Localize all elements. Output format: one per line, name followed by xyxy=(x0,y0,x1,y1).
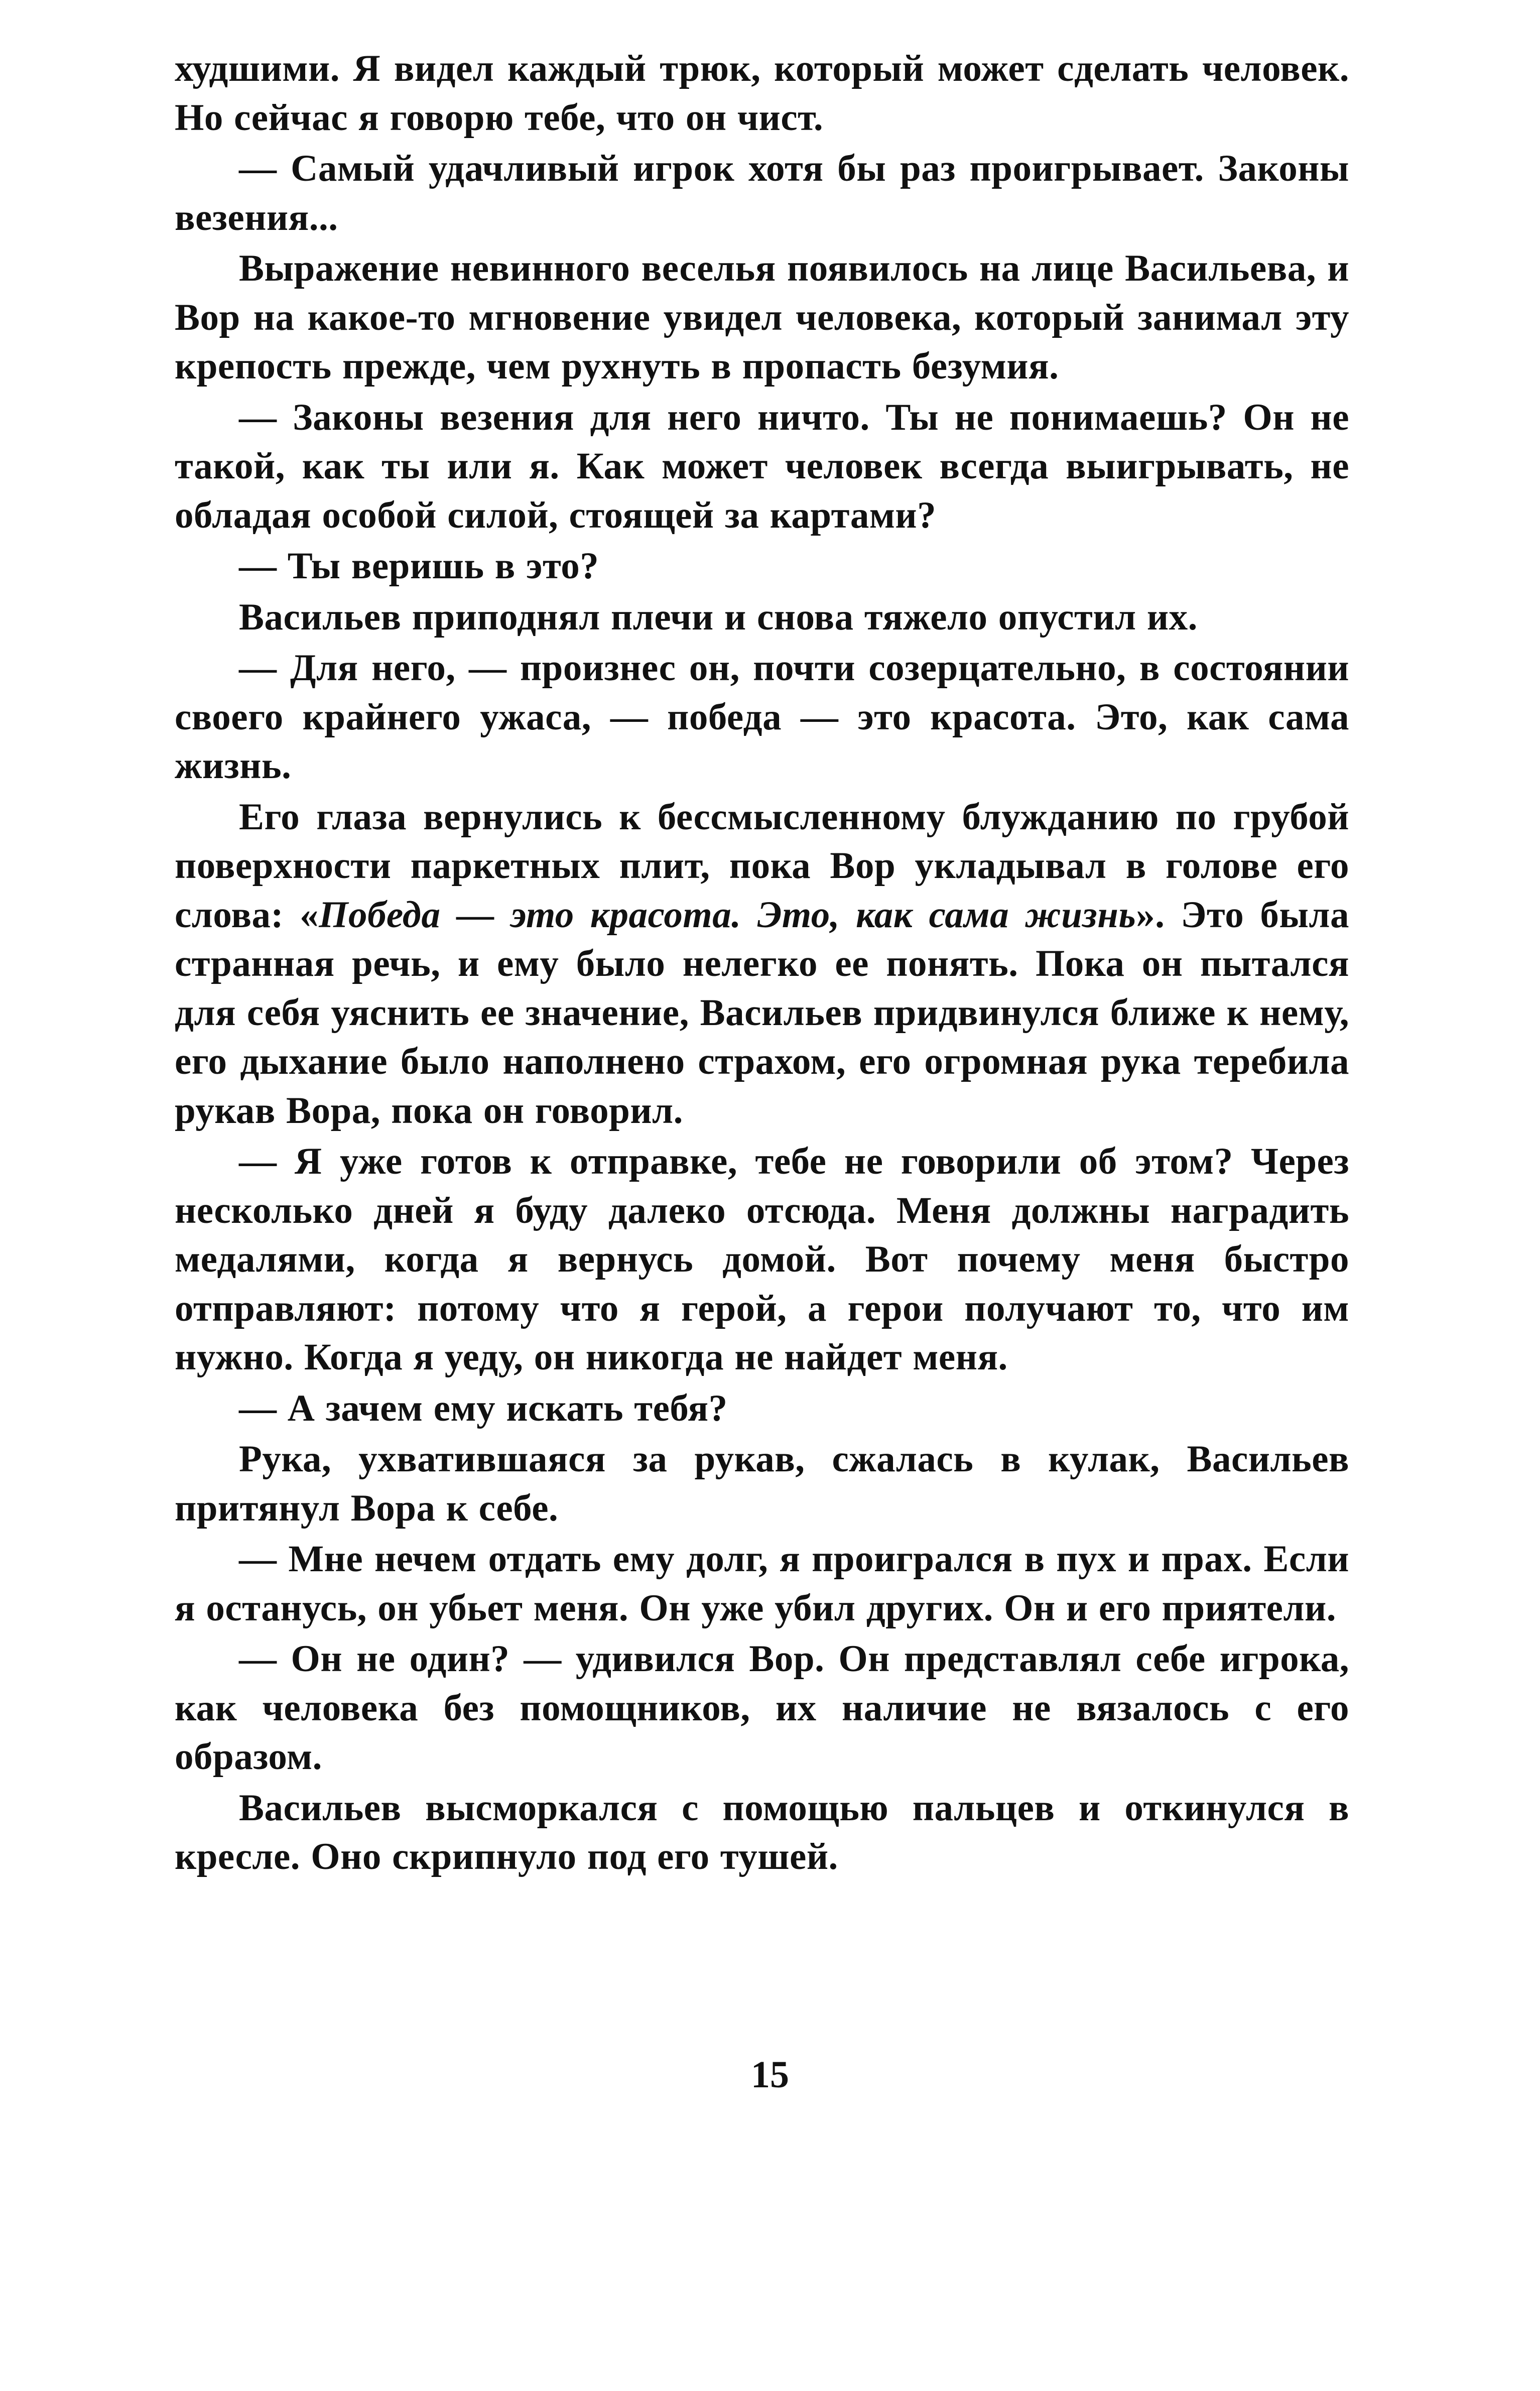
paragraph-8-before: Его глаза вернулись к бессмысленному блужданию по грубой поверхности паркетных плит, пока Вор укладывал в голове его слова: « xyxy=(175,796,1349,936)
paragraph-9: — Я уже готов к отправке, тебе не говорили об этом? Через несколько дней я буду далеко отсюда. Меня должны наградить медалями, когда я вернусь домой. Вот почему меня быстро отправляют: потому что я герой, а герои получают то, что им нужно. Когда я уеду, он никогда не найдет меня. xyxy=(175,1141,1349,1378)
paragraph-12: — Мне нечем отдать ему долг, я проигрался в пух и прах. Если я останусь, он убьет меня. Он уже убил других. Он и его приятели. xyxy=(175,1538,1349,1629)
body-text xyxy=(175,44,1349,1883)
paragraph-8-after: ». Это была странная речь, и ему было нелегко ее понять. Пока он пытался для себя уяснить ее значение, Васильев придвинулся ближе к нему, его дыхание было наполнено страхом, его огромная рука теребила рукав Вора, пока он говорил. xyxy=(175,894,1349,1131)
paragraph-14: Васильев высморкался с помощью пальцев и откинулся в кресле. Оно скрипнуло под его тушей. xyxy=(175,1787,1349,1877)
paragraph-3: Выражение невинного веселья появилось на лице Васильева, и Вор на какое-то мгновение увидел человека, который занимал эту крепость прежде, чем рухнуть в пропасть безумия. xyxy=(175,247,1349,387)
paragraph-1: худшими. Я видел каждый трюк, который может сделать человек. Но сейчас я говорю тебе, что он чист. xyxy=(175,48,1349,139)
paragraph-5: — Ты веришь в это? xyxy=(239,545,599,587)
paragraph-11: Рука, ухватившаяся за рукав, сжалась в кулак, Васильев притянул Вора к себе. xyxy=(175,1438,1349,1529)
paragraph-8 xyxy=(175,793,1349,1136)
paragraph-2: — Самый удачливый игрок хотя бы раз проигрывает. Законы везения... xyxy=(175,148,1349,238)
paragraph-7: — Для него, — произнес он, почти созерцательно, в состоянии своего крайнего ужаса, — победа — это красота. Это, как сама жизнь. xyxy=(175,647,1349,787)
paragraph-6: Васильев приподнял плечи и снова тяжело опустил их. xyxy=(239,596,1198,638)
page-number: 15 xyxy=(751,2054,789,2096)
paragraph-10: — А зачем ему искать тебя? xyxy=(239,1387,728,1429)
paragraph-4: — Законы везения для него ничто. Ты не понимаешь? Он не такой, как ты или я. Как может человек всегда выигрывать, не обладая особой силой, стоящей за картами? xyxy=(175,396,1349,536)
paragraph-13: — Он не один? — удивился Вор. Он представлял себе игрока, как человека без помощников, их наличие не вязалось с его образом. xyxy=(175,1638,1349,1778)
paragraph-8-quote-italic: Победа — это красота. Это, как сама жизнь xyxy=(319,894,1136,936)
